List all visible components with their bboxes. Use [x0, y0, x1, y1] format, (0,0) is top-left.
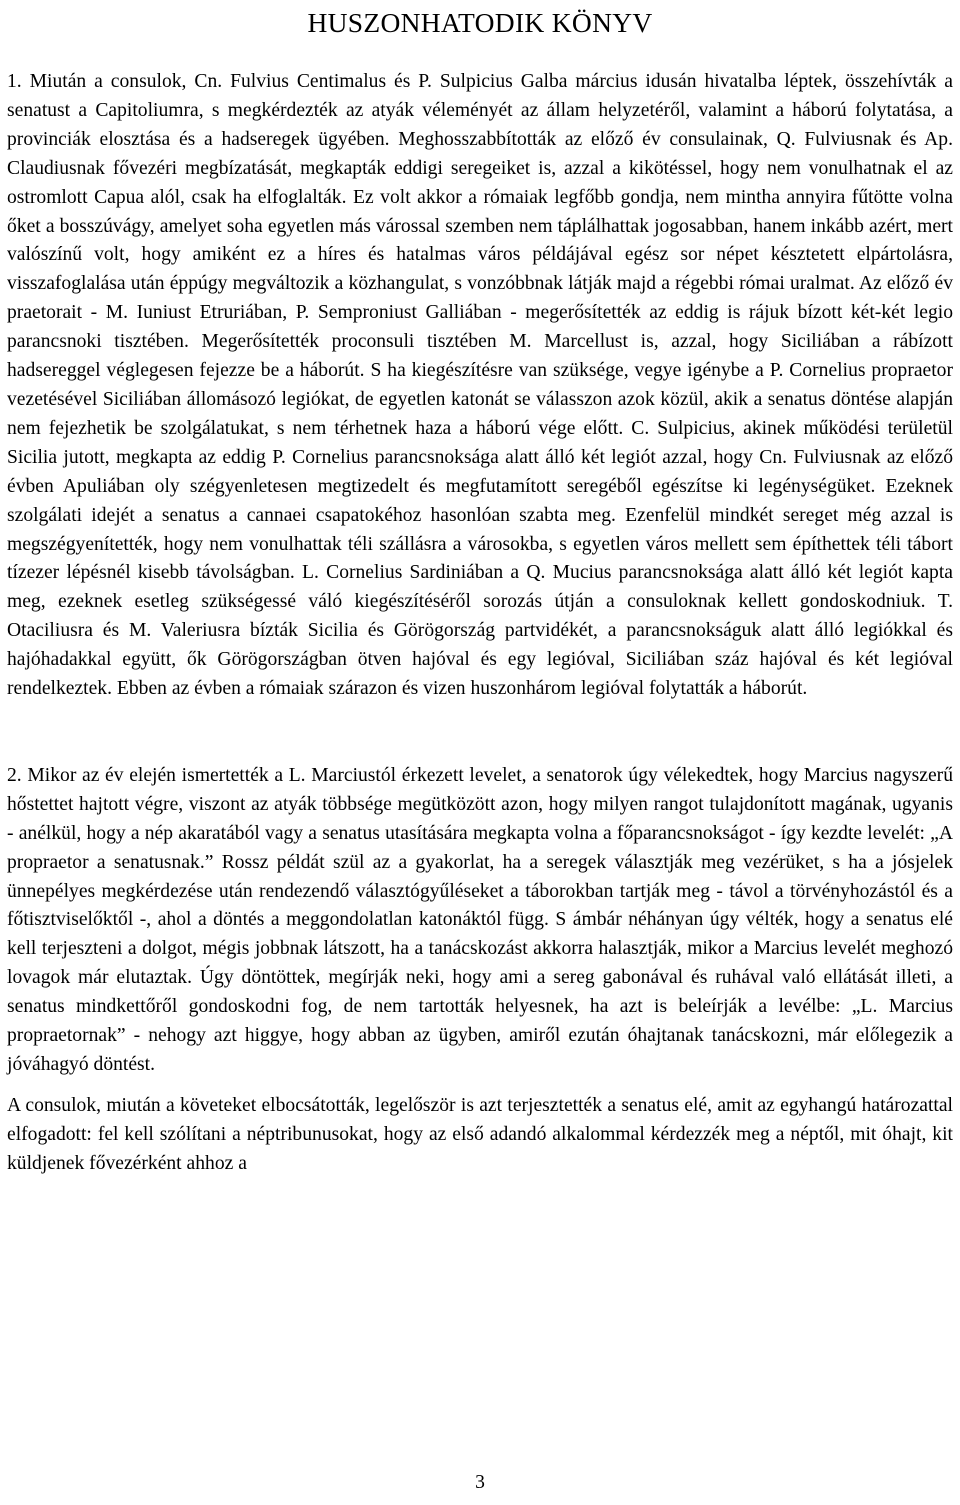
paragraph-2: 2. Mikor az év elején ismertették a L. Marciustól érkezett levelet, a senatorok úgy vélekedtek, hogy Marcius nagyszerű hőstettet hajtott végre, viszont az atyák többsége megütközött azon, hogy milyen rangot tulajdonított magának, ugyanis - anélkül, hogy a nép akaratából vagy a senatus utasítására megkapta volna a főparancsnokságot - így kezdte levelét: „A propraetor a senatusnak.” Rossz példát szül az a gyakorlat, ha a seregek választják meg vezérüket, s ha a jósjelek ünnepélyes megkérdezése után rendezendő választógyűléseket a táborokban tartják meg - távol a törvényhozástól és a főtisztviselőktől -, ahol a döntés a meggondolatlan katonáktól függ. S ámbár néhányan úgy vélték, hogy a senatus elé kell terjeszteni a dolgot, mégis jobbnak látszott, ha a tanácskozást akkorra halasztják, mikor a Marcius levelét meghozó lovagok már elutaztak. Úgy döntöttek, megírják neki, hogy ami a sereg gabonával és ruhával való ellátását illeti, a senatus mindkettőről gondoskodni fog, de nem tartották helyesnek, ha azt is beleírják a levélbe: „L. Marcius propraetornak” - nehogy azt higgye, hogy abban az ügyben, amiről ezután óhajtanak tanácskozni, már előlegezik a jóváhagyó döntést. — [7, 764, 953, 1075]
paragraph-3: A consulok, miután a követeket elbocsátották, legelőször is azt terjesztették a senatus elé, amit az egyhangú határozattal elfogadott: fel kell szólítani a néptribunusokat, hogy az első adandó alkalommal kérdezzék meg a néptől, mit óhajt, kit küldjenek fővezérként ahhoz a — [7, 1094, 953, 1174]
document-page — [7, 0, 953, 1179]
chapter-title: HUSZONHATODIK KÖNYV — [307, 7, 653, 38]
page-number: 3 — [475, 1472, 485, 1493]
paragraph-1: 1. Miután a consulok, Cn. Fulvius Centimalus és P. Sulpicius Galba március idusán hivatalba léptek, összehívták a senatust a Capitoliumra, s megkérdezték az atyák véleményét az állam helyzetéről, valamint a háború folytatása, a provinciák elosztása és a hadseregek ügyében. Meghosszabbították az előző év consulainak, Q. Fulviusnak és Ap. Claudiusnak fővezéri megbízatását, megkapták eddigi seregeiket is, azzal a kikötéssel, hogy nem vonulhatnak el az ostromlott Capua alól, csak ha elfoglalták. Ez volt akkor a rómaiak legfőbb gondja, nem mintha annyira fűtötte volna őket a bosszúvágy, amelyet soha egyetlen más várossal szemben nem táplálhattak jogosabban, hanem inkább azért, mert valószínű volt, hogy amiként ez a híres és hatalmas város példájával egész sor népet késztetett elpártolásra, visszafoglalása után éppúgy megváltozik a közhangulat, s vonzóbbnak látják majd a régebbi római uralmat. Az előző év praetorait - M. Iuniust Etruriában, P. Semproniust Galliában - megerősítették az eddig is rájuk bízott két-két legio parancsnoki tisztében. Megerősítették proconsuli tisztében M. Marcellust is, azzal, hogy Siciliában a rábízott hadsereggel véglegesen fejezze be a háborút. S ha kiegészítésre van szüksége, vegye igénybe a P. Cornelius propraetor vezetésével Siciliában állomásozó legiókat, de egyetlen katonát se válasszon azok közül, akik a senatus döntése alapján nem fejezhetik be szolgálatukat, s nem térhetnek haza a háború vége előtt. C. Sulpicius, akinek működési területül Sicilia jutott, megkapta az eddig P. Cornelius parancsnoksága alatt álló két legiót azzal, hogy Cn. Fulviusnak az előző évben Apuliában oly szégyenletesen megtizedelt és megfutamított seregéből egészítse ki legénységüket. Ezeknek szolgálati idejét a senatus a cannaei csapatokéhoz hasonlóan szabta meg. Ezenfelül mindkét sereget még azzal is megszégyenítették, hogy nem vonulhattak téli szállásra a városokba, s egyetlen város mellett sem építhettek téli tábort tízezer lépésnél kisebb távolságban. L. Cornelius Sardiniában a Q. Mucius parancsnoksága alatt álló két legiót kapta meg, ezeknek esetleg szükségessé váló kiegészítéséről sorozás útján a consuloknak kellett gondoskodniuk. T. Otaciliusra és M. Valeriusra bízták Sicilia és Görögország partvidékét, a parancsnokságuk alatt álló legiókkal és hajóhadakkal együtt, ők Görögországban ötven hajóval és egy legióval, Siciliában száz hajóval és két legióval rendelkeztek. Ebben az évben a rómaiak szárazon és vizen huszonhárom legióval folytatták a háborút. — [7, 71, 953, 700]
